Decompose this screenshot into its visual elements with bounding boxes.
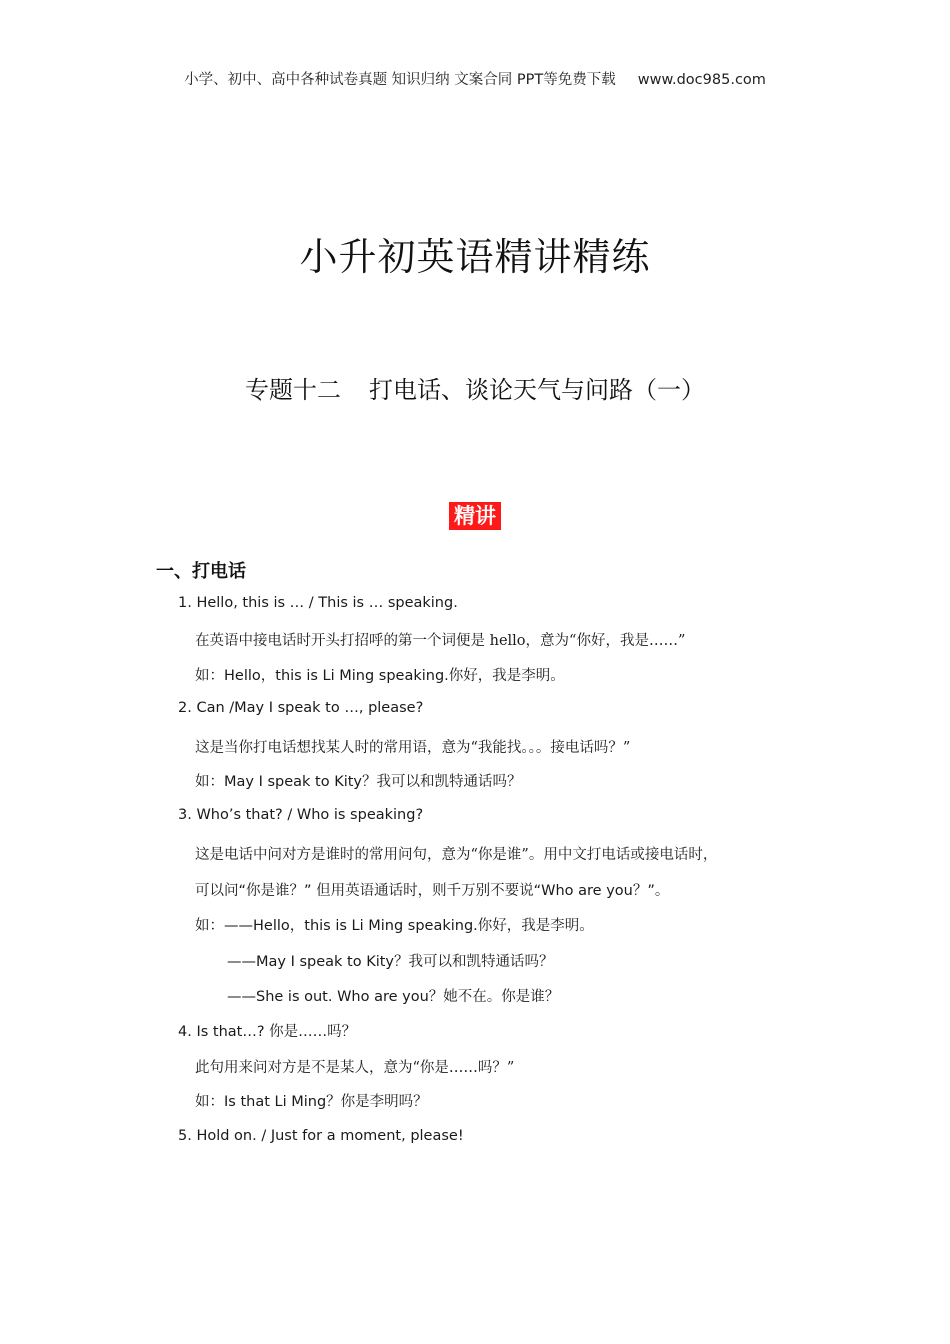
item-example: 如：Hello，this is Li Ming speaking.你好，我是李明。 xyxy=(195,668,565,684)
item-title: 2. Can /May I speak to …, please? xyxy=(178,700,424,716)
item-example: ——May I speak to Kity？我可以和凯特通话吗？ xyxy=(227,954,554,970)
header-site[interactable]: www.doc985.com xyxy=(637,72,766,88)
item-example: 如：——Hello，this is Li Ming speaking.你好，我是李明。 xyxy=(195,918,594,934)
item-title: 4. Is that…? 你是……吗？ xyxy=(178,1024,357,1040)
sub-title xyxy=(0,370,950,405)
item-example: 如：Is that Li Ming？你是李明吗？ xyxy=(195,1094,428,1110)
item-description: 这是当你打电话想找某人时的常用语，意为“我能找。。。接电话吗？” xyxy=(195,740,631,756)
item-description: 此句用来问对方是不是某人，意为“你是……吗？” xyxy=(195,1060,515,1076)
main-title: 小升初英语精讲精练 xyxy=(299,235,651,279)
sub-title-topic-name: 打电话、谈论天气与问路（一） xyxy=(369,376,705,404)
item-title: 1. Hello, this is … / This is … speaking. xyxy=(178,595,458,611)
item-description: 在英语中接电话时开头打招呼的第一个词便是 hello，意为“你好，我是……” xyxy=(195,633,686,649)
item-example: ——She is out. Who are you？她不在。你是谁？ xyxy=(227,989,560,1005)
item-description: 可以问“你是谁？” 但用英语通话时，则千万别不要说“Who are you？”。 xyxy=(195,883,670,899)
item-example: 如：May I speak to Kity？我可以和凯特通话吗？ xyxy=(195,774,522,790)
jingjiang-badge: 精讲 xyxy=(449,502,501,530)
header-text: 小学、初中、高中各种试卷真题 知识归纳 文案合同 PPT等免费下载 xyxy=(184,72,616,88)
item-title: 5. Hold on. / Just for a moment, please! xyxy=(178,1128,464,1144)
sub-title-topic-number: 专题十二 xyxy=(245,376,341,404)
section-heading: 一、打电话 xyxy=(156,561,246,582)
item-title: 3. Who’s that? / Who is speaking? xyxy=(178,807,424,823)
page-header xyxy=(0,68,950,89)
item-description: 这是电话中问对方是谁时的常用问句，意为“你是谁”。用中文打电话或接电话时， xyxy=(195,847,718,863)
